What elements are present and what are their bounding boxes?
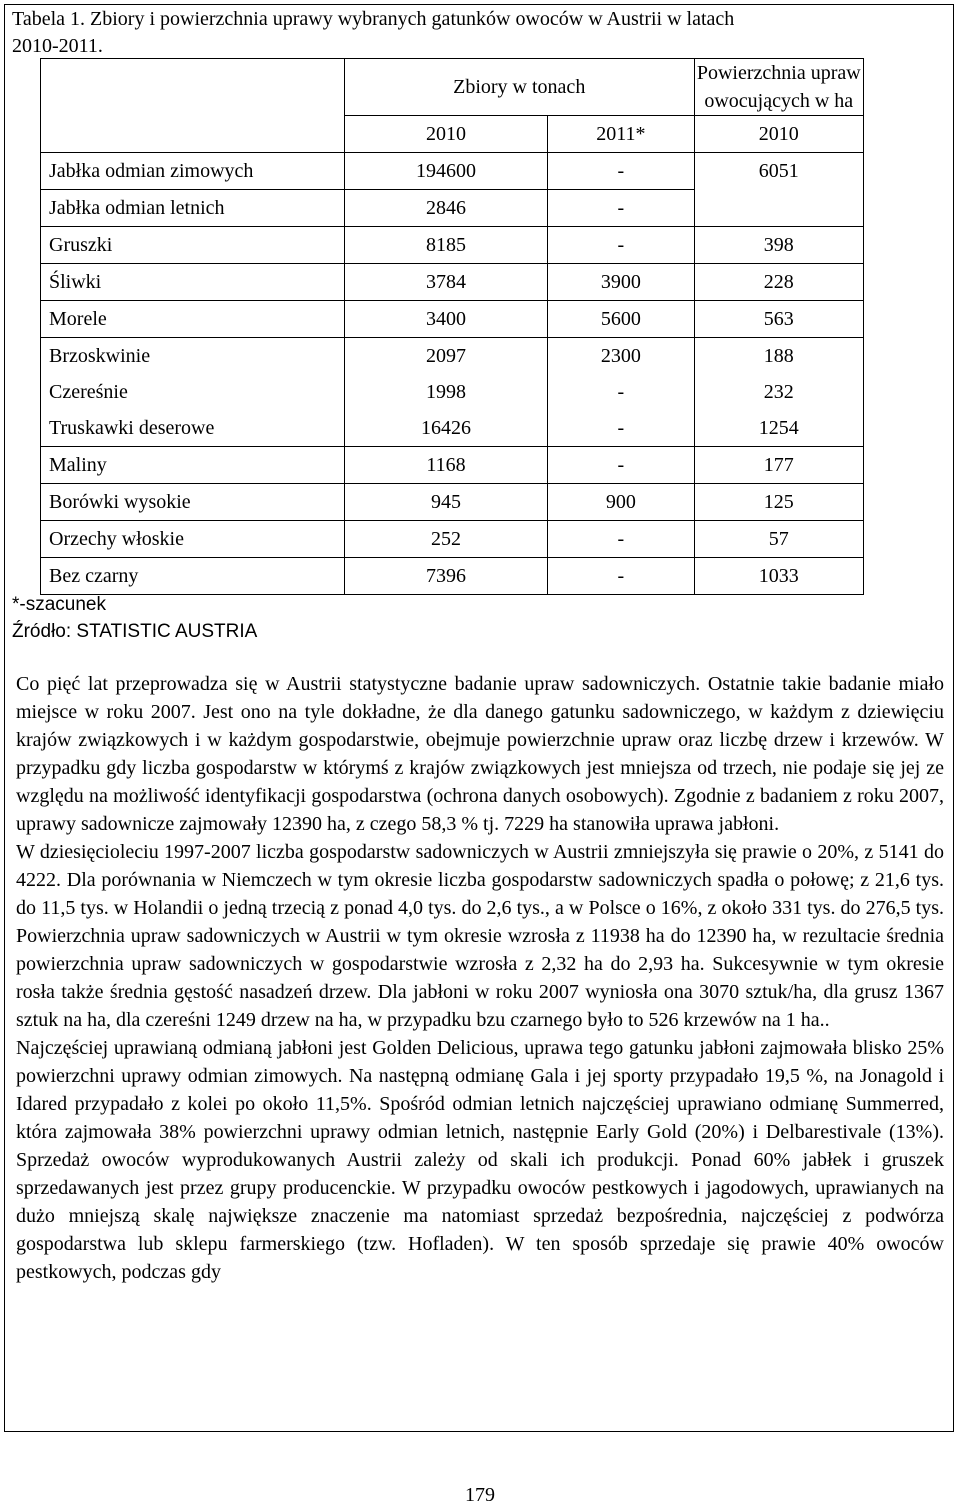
row-t2010: 16426 [344,410,547,447]
row-t2011: - [548,227,694,264]
header-empty-cell [41,59,345,116]
paragraph: W dziesięcioleciu 1997-2007 liczba gospodarstw sadowniczych w Austrii zmniejszyła się prawie o 20%, z 5141 do 4222. Dla porównania w Niemczech w tym okresie liczba gospodarstw sadowniczych spadła o połowę; z 21,6 tys. do 11,5 tys. w Holandii o jedną trzecią z ponad 4,0 tys. do 2,6 tys., a w Polsce o 16%, z około 331 tys. do 276,5 tys. Powierzchnia upraw sadowniczych w Austrii w tym okresie wzrosła z 11938 ha do 12390 ha, w rezultacie średnia powierzchnia upraw sadowniczych w gospodarstwie wzrosła z 2,32 ha do 2,93 ha. Sukcesywnie w tym okresie rosła także średnia gęstość nasadzeń drzew. Dla jabłoni w roku 2007 wyniosła ona 3070 sztuk/ha, dla grusz 1367 sztuk na ha, dla czereśni 1249 drzew na ha, w przypadku bzu czarnego było to 526 krzewów na 1 ha.. [16,841,944,1031]
source-note: Źródło: STATISTIC AUSTRIA [12,621,258,642]
table-row [41,374,864,410]
row-ha: 398 [694,227,863,264]
row-t2010: 2097 [344,338,547,375]
row-ha: 6051 [694,153,863,190]
row-t2010: 8185 [344,227,547,264]
estimate-note: *-szacunek [12,594,106,615]
row-label: Czereśnie [41,374,345,410]
row-label: Jabłka odmian letnich [41,190,345,227]
row-ha: 232 [694,374,863,410]
row-t2011: - [548,374,694,410]
row-t2011: 3900 [548,264,694,301]
table-header-row-1 [41,59,864,116]
row-label: Gruszki [41,227,345,264]
row-t2010: 252 [344,521,547,558]
row-t2011: - [548,521,694,558]
row-label: Brzoskwinie [41,338,345,375]
header-area: Powierzchnia upraw owocujących w ha [694,59,863,116]
row-t2010: 3400 [344,301,547,338]
table-row [41,521,864,558]
header-area-year: 2010 [694,116,863,153]
table-row [41,227,864,264]
table-row [41,410,864,447]
row-ha: 1254 [694,410,863,447]
row-t2010: 945 [344,484,547,521]
header-empty-cell-2 [41,116,345,153]
row-label: Maliny [41,447,345,484]
table-row [41,558,864,595]
row-t2010: 3784 [344,264,547,301]
row-ha: 177 [694,447,863,484]
caption-line-1: Tabela 1. Zbiory i powierzchnia uprawy wybranych gatunków owoców w Austrii w latach [12,8,735,30]
row-label: Borówki wysokie [41,484,345,521]
header-year-2010: 2010 [344,116,547,153]
table-row [41,264,864,301]
row-ha: 563 [694,301,863,338]
row-label: Jabłka odmian zimowych [41,153,345,190]
row-t2010: 1998 [344,374,547,410]
table-row [41,484,864,521]
table-row [41,301,864,338]
row-t2011: 5600 [548,301,694,338]
row-t2010: 194600 [344,153,547,190]
row-t2010: 1168 [344,447,547,484]
row-t2011: - [548,447,694,484]
row-label: Bez czarny [41,558,345,595]
row-ha: 228 [694,264,863,301]
row-label: Truskawki deserowe [41,410,345,447]
row-t2011: 900 [548,484,694,521]
row-t2010: 2846 [344,190,547,227]
row-t2011: - [548,190,694,227]
header-harvest: Zbiory w tonach [344,59,694,116]
header-year-2011: 2011* [548,116,694,153]
table-row [41,153,864,190]
row-ha: 57 [694,521,863,558]
paragraph: Co pięć lat przeprowadza się w Austrii statystyczne badanie upraw sadowniczych. Ostatnie takie badanie miało miejsce w roku 2007. Jest ono na tyle dokładne, że dla danego gatunku sadowniczego, w każdym z dziewięciu krajów związkowych i w każdym gospodarstwie, obejmuje powierzchnie upraw oraz liczbę drzew i krzewów. W przypadku gdy liczba gospodarstw w którymś z krajów związkowych jest mniejsza od trzech, nie podaje się jej ze względu na możliwość identyfikacji gospodarstwa (ochrona danych osobowych). Zgodnie z badaniem z roku 2007, uprawy sadownicze zajmowały 12390 ha, z czego 58,3 % tj. 7229 ha stanowiła uprawa jabłoni. [16,673,944,835]
table-row [41,338,864,375]
row-t2011: - [548,558,694,595]
page-number: 179 [465,1484,495,1506]
row-ha: 125 [694,484,863,521]
row-ha [694,190,863,227]
row-ha: 1033 [694,558,863,595]
table-row [41,447,864,484]
row-t2011: - [548,153,694,190]
row-t2011: 2300 [548,338,694,375]
row-t2011: - [548,410,694,447]
row-t2010: 7396 [344,558,547,595]
table-notes [12,591,257,645]
body-text [16,670,944,1286]
row-label: Śliwki [41,264,345,301]
row-label: Orzechy włoskie [41,521,345,558]
row-label: Morele [41,301,345,338]
paragraph: Najczęściej uprawianą odmianą jabłoni jest Golden Delicious, uprawa tego gatunku jabłoni zajmowała blisko 25% powierzchni uprawy odmian zimowych. Na następną odmianę Gala i jej sporty przypadało 19,5 %, na Jonagold i Idared przypadało z kolei po około 11,5%. Spośród odmian letnich najczęściej uprawiano odmianę Summerred, która zajmowała 38% powierzchni uprawy odmian letnich, następnie Early Gold (20%) i Delbarestivale (13%). Sprzedaż owoców wyprodukowanych Austrii zależy od skali ich produkcji. Ponad 60% jabłek i gruszek sprzedawanych jest przez grupy producenckie. W przypadku owoców pestkowych i jagodowych, uprawianych na dużo mniejszą skalę największe znaczenie ma natomiast sprzedaż bezpośrednia, najczęściej z podwórza gospodarstwa lub sklepu farmerskiego (tzw. Hofladen). W ten sposób sprzedaje się prawie 40% owoców pestkowych, podczas gdy [16,1037,944,1283]
row-ha: 188 [694,338,863,375]
caption-line-2: 2010-2011. [12,35,103,57]
table-row [41,190,864,227]
table-caption [12,6,932,60]
fruit-table [40,58,864,595]
table-header-row-2 [41,116,864,153]
